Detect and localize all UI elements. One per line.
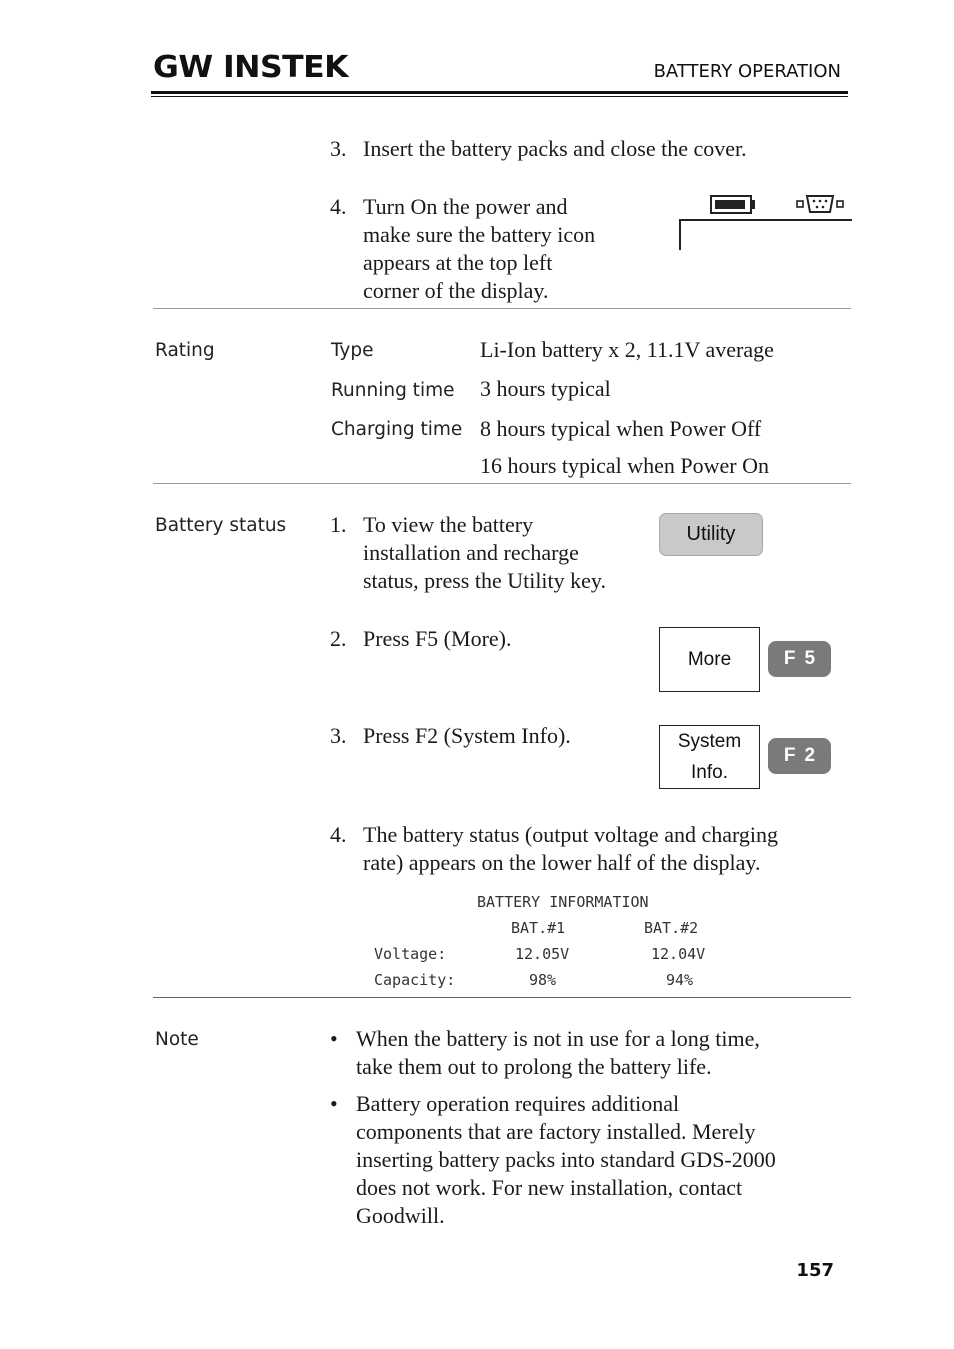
step-number: 4.	[330, 822, 347, 847]
rating-key: Running time	[331, 380, 455, 401]
display-corner-illustration	[676, 190, 852, 254]
f2-key[interactable]: F2	[768, 738, 831, 774]
rating-key: Type	[331, 340, 374, 361]
step-text: Insert the battery packs and close the cover.	[363, 136, 747, 161]
battery-status-label: Battery status	[155, 515, 287, 536]
more-softkey-label: More	[687, 649, 732, 670]
screen-value: 12.04V	[651, 945, 706, 963]
header-rule	[151, 91, 848, 94]
system-info-softkey[interactable]	[659, 725, 760, 789]
section-title: BATTERY OPERATION	[653, 61, 841, 82]
rating-value: 16 hours typical when Power On	[480, 453, 770, 478]
header-rule-thin	[151, 96, 848, 97]
section-divider	[153, 997, 851, 998]
step-text: To view the battery installation and recharge status, press the Utility key.	[363, 512, 606, 593]
note-bullet-text: Battery operation requires additional components that are factory installed. Merely inserting battery packs into standard GDS-2000 does not work. For new installation, contact Goodwill.	[356, 1091, 776, 1228]
utility-key[interactable]: Utility	[659, 513, 763, 556]
screen-value: 12.05V	[515, 945, 570, 963]
bullet-mark: •	[330, 1091, 338, 1116]
step-number: 1.	[330, 512, 347, 537]
section-divider	[153, 308, 851, 309]
rating-value: 3 hours typical	[480, 376, 611, 401]
step-text: The battery status (output voltage and charging rate) appears on the lower half of the display.	[363, 822, 779, 875]
screen-row-label: Voltage:	[374, 945, 447, 963]
note-label: Note	[155, 1029, 199, 1050]
page-number: 157	[796, 1260, 834, 1281]
rating-value: 8 hours typical when Power Off	[480, 416, 762, 441]
step-number: 2.	[330, 626, 347, 651]
brand-logo: GW INSTEK	[153, 50, 349, 85]
rating-key: Charging time	[331, 419, 463, 440]
section-divider	[153, 483, 851, 484]
more-softkey[interactable]	[659, 627, 760, 692]
bullet-mark: •	[330, 1026, 338, 1051]
battery-icon	[711, 196, 755, 213]
note-bullet-text: When the battery is not in use for a long time, take them out to prolong the battery life.	[356, 1026, 760, 1079]
screen-col-header: BAT.#2	[644, 919, 699, 937]
step-number: 3.	[330, 136, 347, 161]
screen-row-label: Capacity:	[374, 971, 456, 989]
screen-value: 98%	[529, 971, 557, 989]
rating-value: Li-Ion battery x 2, 11.1V average	[480, 337, 774, 362]
f5-key[interactable]: F5	[768, 641, 831, 677]
step-text: Press F5 (More).	[363, 626, 512, 651]
screen-title: BATTERY INFORMATION	[477, 893, 649, 911]
rating-label: Rating	[155, 340, 215, 361]
step-number: 3.	[330, 723, 347, 748]
system-info-label-line2: Info.	[691, 762, 728, 783]
step-text: Turn On the power and make sure the battery icon appears at the top left corner of the display.	[363, 194, 596, 303]
system-info-label-line1: System	[677, 731, 742, 752]
usb-connector-icon	[797, 196, 843, 212]
screen-col-header: BAT.#1	[511, 919, 566, 937]
step-number: 4.	[330, 194, 347, 219]
step-text: Press F2 (System Info).	[363, 723, 571, 748]
screen-value: 94%	[666, 971, 694, 989]
